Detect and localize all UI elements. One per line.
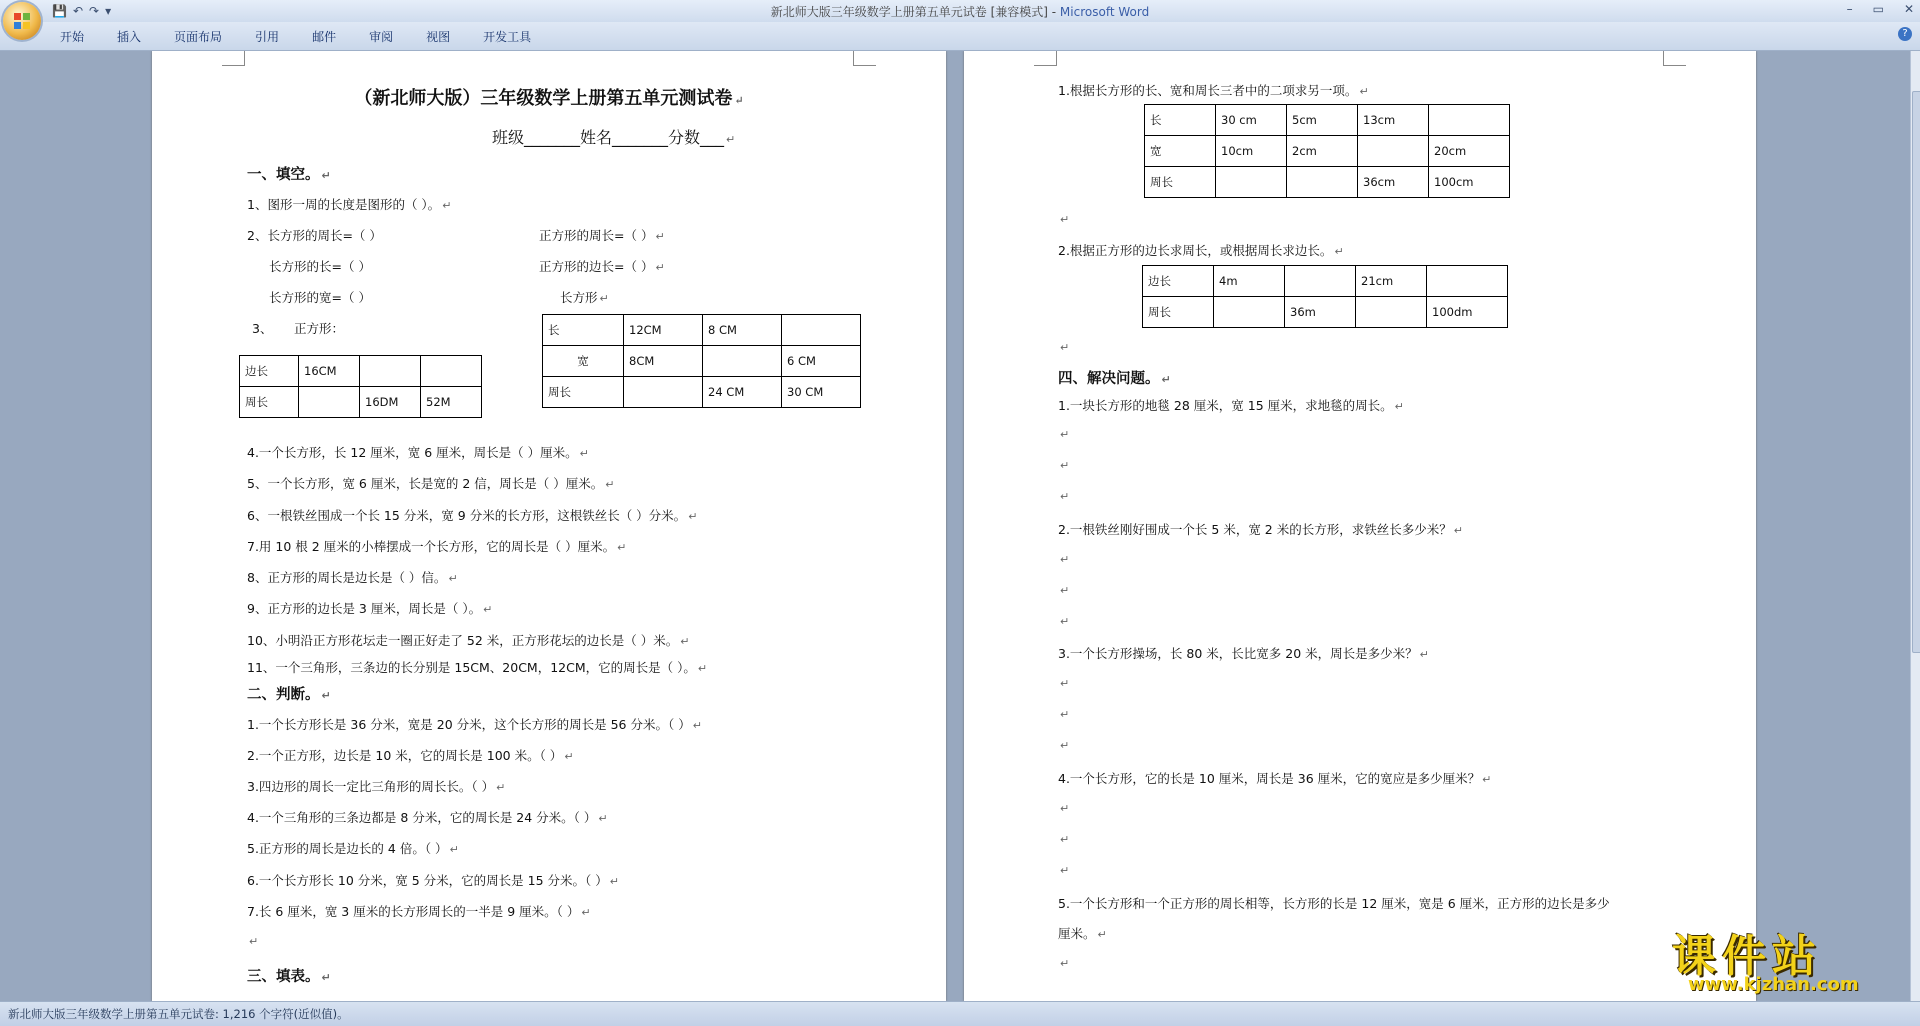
rect-table-2 (1144, 104, 1510, 198)
square-table-2 (1142, 265, 1508, 328)
table-cell[interactable]: 20cm (1429, 136, 1510, 167)
question-9: 9、正方形的边长是 3 厘米，周长是（ ）。 ↵ (247, 601, 493, 616)
judge-2: 2.一个正方形，边长是 10 米，它的周长是 100 米。（ ） ↵ (247, 748, 574, 763)
square-label: 正方形： (294, 321, 345, 336)
table-cell[interactable]: 边长 (240, 356, 299, 387)
problem-5-line-1: 5.一个长方形和一个正方形的周长相等，长方形的长是 12 厘米，宽是 6 厘米，正方形的边长是多少 (1058, 896, 1610, 911)
empty-paragraph: ↵ (1060, 833, 1070, 846)
problem-1: 1.一块长方形的地毯 28 厘米，宽 15 厘米，求地毯的周长。 ↵ (1058, 398, 1404, 413)
table-cell[interactable]: 36m (1285, 297, 1356, 328)
table-row (240, 387, 482, 418)
table-cell[interactable] (1216, 167, 1287, 198)
tab-references[interactable]: 引用 (255, 30, 280, 44)
table-cell[interactable]: 100dm (1427, 297, 1508, 328)
table-cell[interactable] (624, 377, 703, 408)
table-row (1143, 266, 1508, 297)
section-1-heading: 一、填空。 ↵ (247, 167, 331, 183)
window-title: 新北师大版三年级数学上册第五单元试卷 [兼容模式] - Microsoft Word (770, 5, 1150, 19)
section-4-heading: 四、解决问题。 ↵ (1058, 371, 1171, 387)
question-10: 10、小明沿正方形花坛走一圈正好走了 52 米，正方形花坛的边长是（ ）米。 ↵ (247, 633, 690, 648)
table-row (543, 377, 861, 408)
undo-icon[interactable]: ↶ (72, 4, 84, 18)
empty-paragraph: ↵ (1060, 428, 1070, 441)
problem-3: 3.一个长方形操场，长 80 米，长比宽多 20 米，周长是多少米？ ↵ (1058, 646, 1429, 661)
judge-4: 4.一个三角形的三条边都是 8 分米，它的周长是 24 分米。（ ） ↵ (247, 810, 608, 825)
table-cell[interactable]: 24 CM (703, 377, 782, 408)
table-cell[interactable]: 13cm (1358, 105, 1429, 136)
empty-paragraph: ↵ (1060, 957, 1070, 970)
question-2d: 正方形的边长=（ ） ↵ (539, 259, 665, 274)
tab-review[interactable]: 审阅 (369, 30, 394, 44)
page-right (964, 51, 1756, 1001)
rect-table (542, 314, 861, 408)
table-cell[interactable] (1429, 105, 1510, 136)
tab-mailings[interactable]: 邮件 (312, 30, 337, 44)
close-button[interactable]: ✕ (1903, 2, 1914, 16)
table-cell[interactable] (703, 346, 782, 377)
watermark-logo (1668, 920, 1916, 1000)
table-row (1143, 297, 1508, 328)
customize-qat-icon[interactable]: ▾ (105, 4, 112, 18)
table-row (1145, 167, 1510, 198)
empty-paragraph: ↵ (1060, 213, 1070, 226)
table-cell[interactable]: 8 CM (703, 315, 782, 346)
table-cell[interactable] (360, 356, 421, 387)
table-cell[interactable]: 100cm (1429, 167, 1510, 198)
page-left (152, 51, 946, 1001)
question-6: 6、一根铁丝围成一个长 15 分米，宽 9 分米的长方形，这根铁丝长（ ）分米。 ↵ (247, 508, 698, 523)
table-cell[interactable]: 周长 (1143, 297, 1214, 328)
table-cell[interactable]: 4m (1214, 266, 1285, 297)
empty-paragraph: ↵ (1060, 615, 1070, 628)
table-cell[interactable] (421, 356, 482, 387)
section-2-heading: 二、判断。 ↵ (247, 687, 331, 703)
document-area (0, 51, 1910, 1001)
office-logo-icon (13, 12, 31, 30)
tab-page-layout[interactable]: 页面布局 (174, 30, 223, 44)
save-icon[interactable]: 💾 (52, 4, 67, 18)
table-cell[interactable]: 16CM (299, 356, 360, 387)
table-cell[interactable]: 长 (1145, 105, 1216, 136)
empty-paragraph: ↵ (1060, 459, 1070, 472)
question-1: 1、图形一周的长度是图形的（ ）。 ↵ (247, 197, 452, 212)
problem-5-line-2: 厘米。 ↵ (1058, 926, 1107, 941)
doc-title: （新北师大版）三年级数学上册第五单元测试卷 ↵ (354, 88, 744, 109)
scrollbar-thumb[interactable] (1912, 91, 1920, 653)
table-cell[interactable] (1287, 167, 1358, 198)
empty-paragraph: ↵ (1060, 553, 1070, 566)
table-cell[interactable]: 周长 (240, 387, 299, 418)
empty-paragraph: ↵ (1060, 677, 1070, 690)
question-5: 5、一个长方形，宽 6 厘米，长是宽的 2 信，周长是（ ）厘米。 ↵ (247, 476, 615, 491)
tab-insert[interactable]: 插入 (117, 30, 142, 44)
empty-paragraph: ↵ (1060, 864, 1070, 877)
section-3-heading: 三、填表。 ↵ (247, 969, 331, 985)
table-cell[interactable]: 2cm (1287, 136, 1358, 167)
empty-paragraph: ↵ (1060, 802, 1070, 815)
square-table (239, 355, 482, 418)
table-cell[interactable]: 10cm (1216, 136, 1287, 167)
help-icon[interactable]: ? (1898, 27, 1912, 41)
table-cell[interactable] (1285, 266, 1356, 297)
question-2e: 长方形的宽=（ ） (269, 290, 371, 305)
empty-paragraph: ↵ (1060, 584, 1070, 597)
watermark-url: www.kjzhan.com (1688, 974, 1859, 995)
judge-7: 7.长 6 厘米，宽 3 厘米的长方形周长的一半是 9 厘米。（ ） ↵ (247, 904, 591, 919)
judge-1: 1.一个长方形长是 36 分米，宽是 20 分米，这个长方形的周长是 56 分米。（ ） ↵ (247, 717, 702, 732)
office-button[interactable] (3, 2, 41, 40)
table-cell[interactable]: 边长 (1143, 266, 1214, 297)
problem-4: 4.一个长方形，它的长是 10 厘米，周长是 36 厘米，它的宽应是多少厘米？ ↵ (1058, 771, 1492, 786)
table-cell[interactable]: 宽 (543, 346, 624, 377)
empty-paragraph: ↵ (1060, 490, 1070, 503)
fill-2: 2.根据正方形的边长求周长，或根据周长求边长。 ↵ (1058, 243, 1344, 258)
question-2c: 长方形的长=（ ） (269, 259, 371, 274)
table-cell[interactable]: 16DM (360, 387, 421, 418)
table-cell[interactable]: 宽 (1145, 136, 1216, 167)
student-info-line: 班级_______姓名_______分数___ ↵ (492, 128, 736, 147)
title-bar (0, 0, 1920, 22)
vertical-scrollbar[interactable] (1910, 51, 1920, 1001)
table-cell[interactable]: 周长 (1145, 167, 1216, 198)
table-cell[interactable]: 30 CM (782, 377, 861, 408)
question-2a: 2、长方形的周长=（ ） (247, 228, 382, 243)
question-8: 8、正方形的周长是边长是（ ）信。 ↵ (247, 570, 458, 585)
empty-paragraph: ↵ (249, 935, 259, 948)
table-cell[interactable] (1358, 136, 1429, 167)
table-cell[interactable]: 30 cm (1216, 105, 1287, 136)
tab-home[interactable]: 开始 (60, 30, 85, 44)
ribbon (0, 22, 1920, 51)
table-cell[interactable]: 周长 (543, 377, 624, 408)
table-cell[interactable]: 6 CM (782, 346, 861, 377)
question-7: 7.用 10 根 2 厘米的小棒摆成一个长方形，它的周长是（ ）厘米。 ↵ (247, 539, 627, 554)
question-2b: 正方形的周长=（ ） ↵ (539, 228, 665, 243)
table-cell[interactable]: 5cm (1287, 105, 1358, 136)
table-cell[interactable]: 21cm (1356, 266, 1427, 297)
table-cell[interactable] (782, 315, 861, 346)
problem-2: 2.一根铁丝刚好围成一个长 5 米，宽 2 米的长方形，求铁丝长多少米？ ↵ (1058, 522, 1463, 537)
judge-3: 3.四边形的周长一定比三角形的周长长。（ ） ↵ (247, 779, 506, 794)
tab-developer[interactable]: 开发工具 (483, 30, 532, 44)
judge-5: 5.正方形的周长是边长的 4 倍。（ ） ↵ (247, 841, 459, 856)
rect-label: 长方形 ↵ (560, 290, 609, 305)
minimize-button[interactable]: – (1846, 2, 1853, 16)
table-row (240, 356, 482, 387)
empty-paragraph: ↵ (1060, 739, 1070, 752)
table-cell[interactable] (1214, 297, 1285, 328)
watermark-text: 课件站 (1672, 931, 1822, 982)
word-count[interactable]: 新北师大版三年级数学上册第五单元试卷: 1,216 个字符(近似值)。 (8, 1007, 349, 1021)
question-4: 4.一个长方形，长 12 厘米，宽 6 厘米，周长是（ ）厘米。 ↵ (247, 445, 589, 460)
table-cell[interactable]: 长 (543, 315, 624, 346)
fill-1: 1.根据长方形的长、宽和周长三者中的二项求另一项。 ↵ (1058, 83, 1369, 98)
table-cell[interactable] (299, 387, 360, 418)
window-controls (1847, 2, 1914, 16)
question-11: 11、一个三角形，三条边的长分别是 15CM、20CM，12CM，它的周长是（ ）。 ↵ (247, 660, 708, 675)
empty-paragraph: ↵ (1060, 341, 1070, 354)
table-cell[interactable]: 12CM (624, 315, 703, 346)
status-bar (0, 1001, 1920, 1026)
redo-icon[interactable]: ↷ (89, 4, 100, 18)
table-cell[interactable]: 8CM (624, 346, 703, 377)
table-row (1145, 105, 1510, 136)
table-cell[interactable]: 36cm (1358, 167, 1429, 198)
question-3-label: 3、 (252, 321, 273, 336)
table-row (543, 346, 861, 377)
maximize-button[interactable]: ▭ (1872, 2, 1884, 16)
table-row (1145, 136, 1510, 167)
empty-paragraph: ↵ (1060, 708, 1070, 721)
table-cell[interactable] (1427, 266, 1508, 297)
ribbon-tabs (60, 28, 564, 45)
judge-6: 6.一个长方形长 10 分米，宽 5 分米，它的周长是 15 分米。（ ） ↵ (247, 873, 619, 888)
tab-view[interactable]: 视图 (426, 30, 451, 44)
table-row (543, 315, 861, 346)
app-name: Microsoft Word (1059, 5, 1150, 19)
table-cell[interactable] (1356, 297, 1427, 328)
table-cell[interactable]: 52M (421, 387, 482, 418)
